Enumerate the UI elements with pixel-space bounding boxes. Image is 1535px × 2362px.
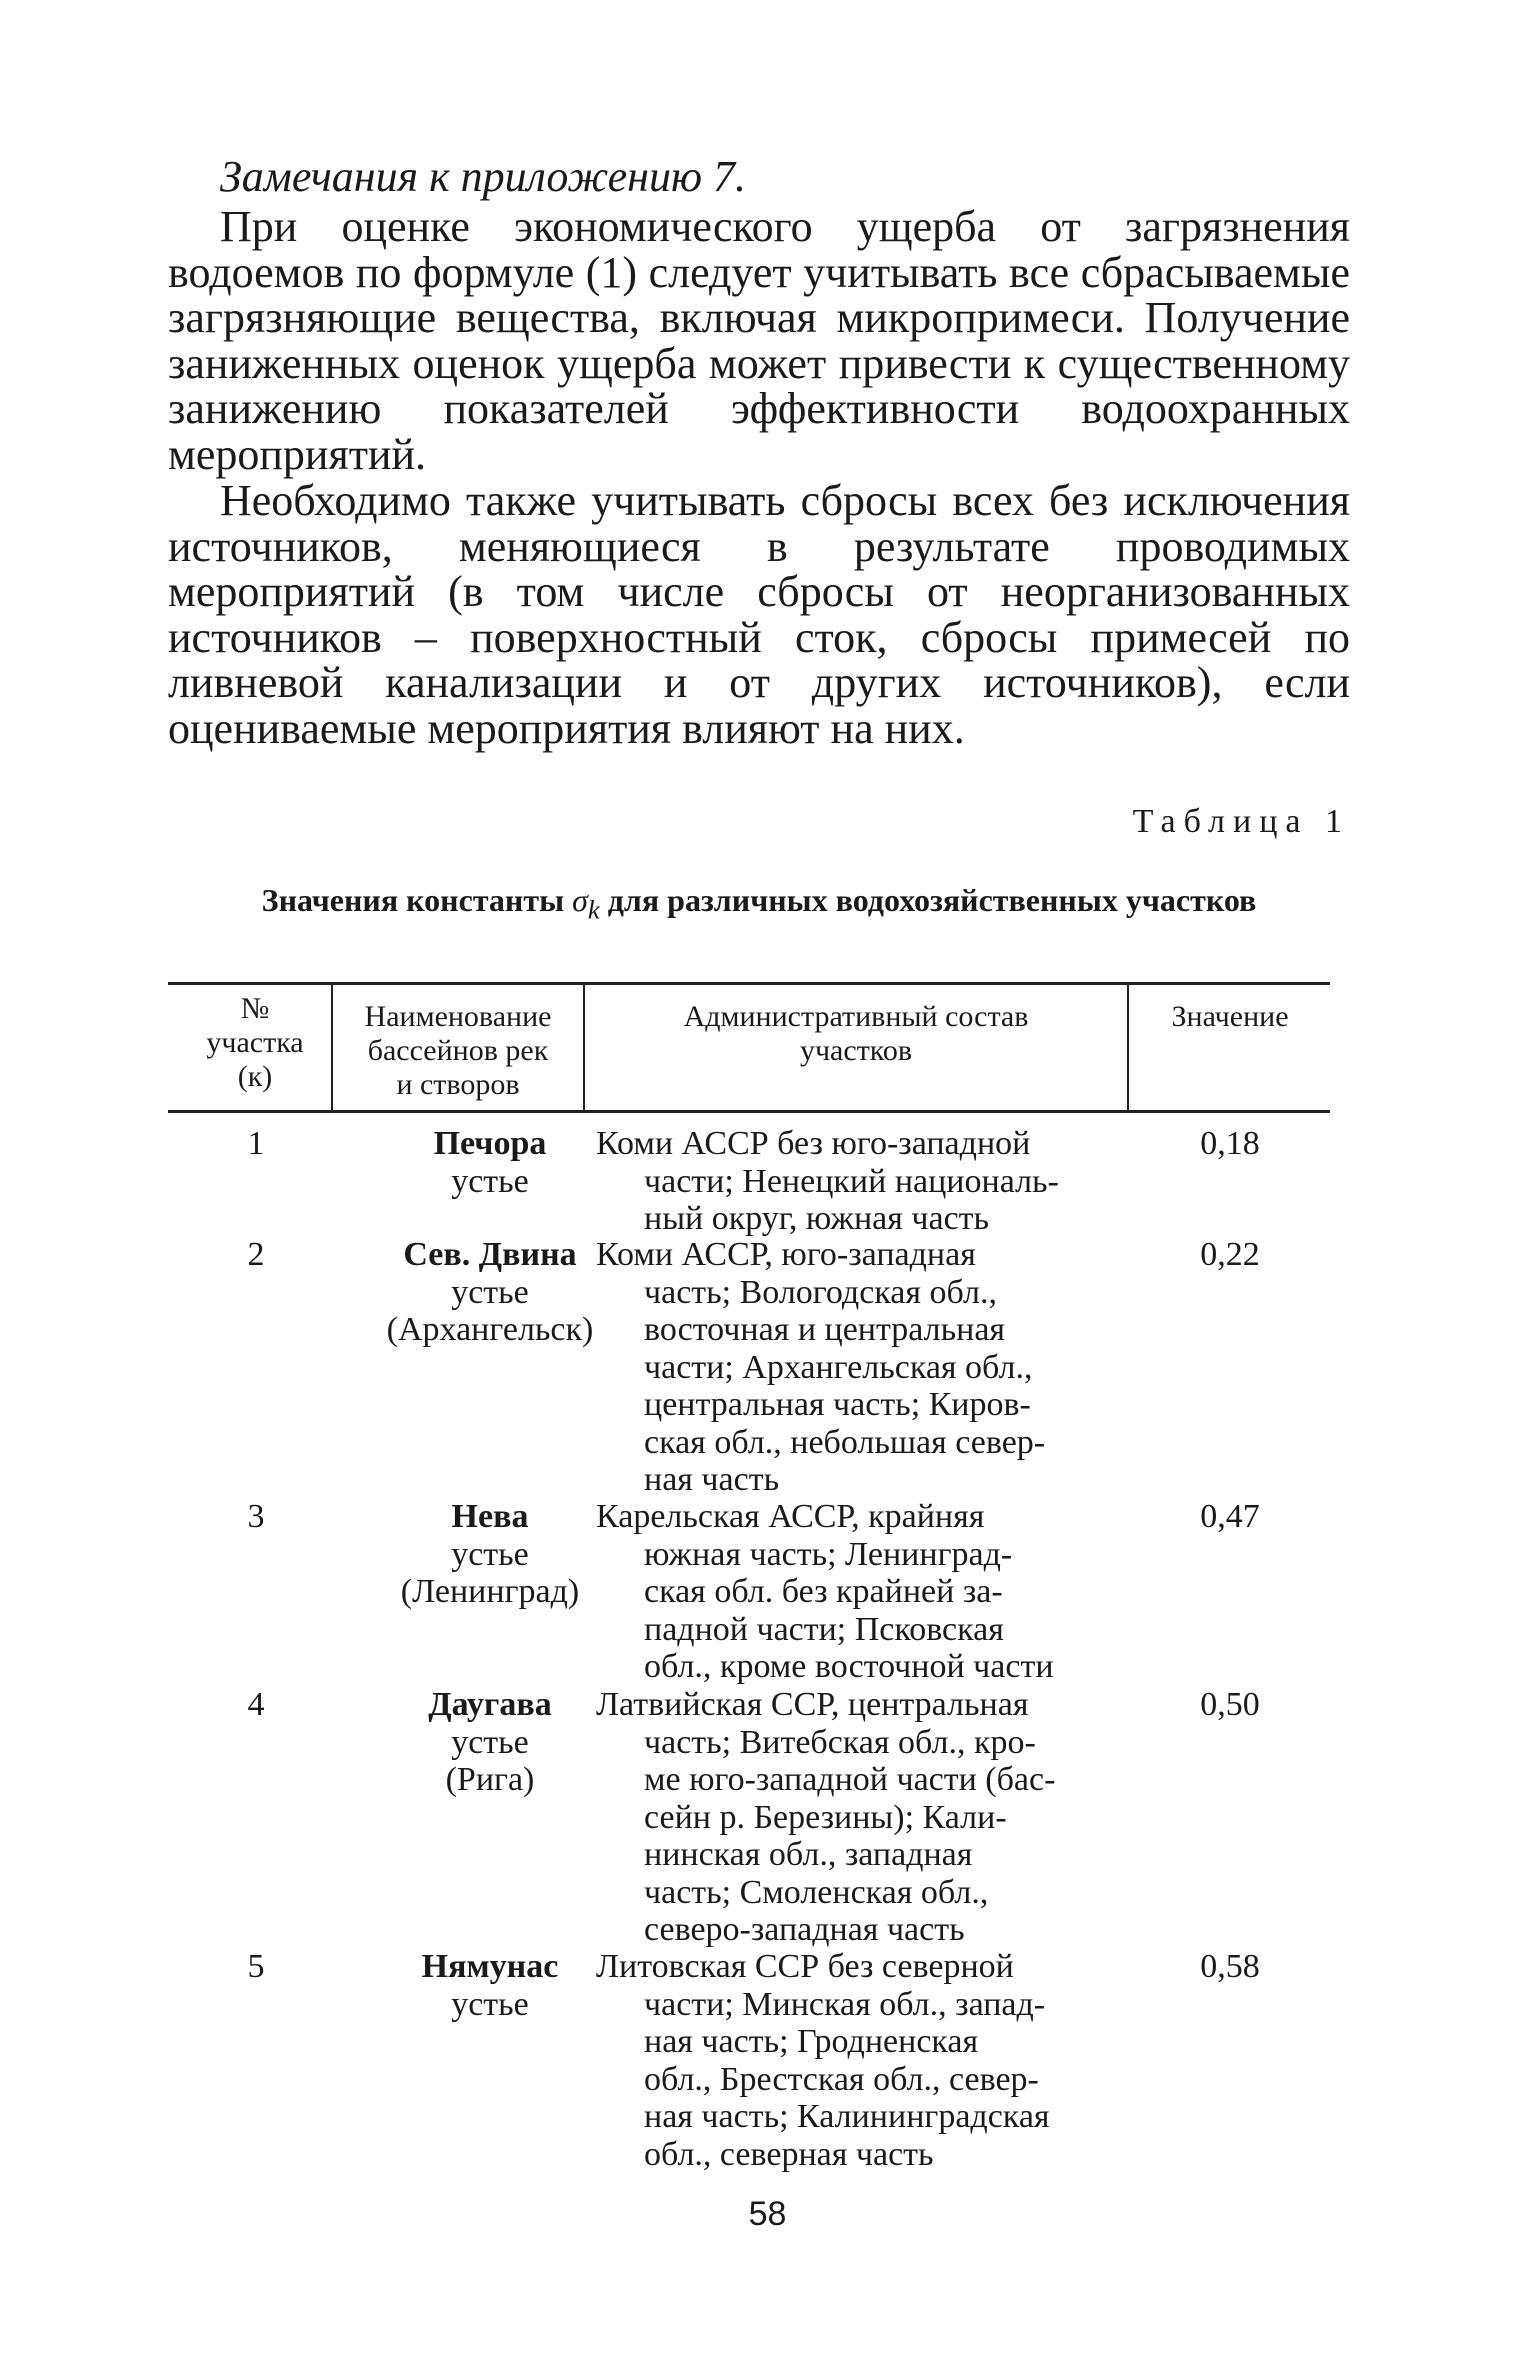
sigma-subscript: k <box>587 894 600 925</box>
column-divider-3 <box>1127 984 1129 1110</box>
header-line: участка <box>206 1026 304 1059</box>
admin-line: обл., кроме восточной части <box>644 1648 1054 1685</box>
header-line: участков <box>799 1034 913 1067</box>
basin-line: устье <box>451 1162 529 1200</box>
caption-text-after: для различных водохозяйственных участков <box>599 882 1257 918</box>
header-line: бассейнов рек <box>367 1034 549 1067</box>
row-admin-composition <box>596 1686 1106 1949</box>
basin-line: устье <box>451 1985 529 2023</box>
basin-line: (Архангельск) <box>386 1311 594 1348</box>
remarks-title: Замечания к приложению 7. <box>220 152 747 201</box>
admin-line: Карельская АССР, крайняя <box>596 1498 985 1535</box>
row-number: 5 <box>247 1948 265 1985</box>
paragraph-2: Необходимо также учитывать сбросы всех без исключения источников, меняющиеся в результате проводимых мероприятий (в том числе сбросы от неорганизованных источников – поверхностный сток, сбросы примесей по ливневой канализации и от других источников), если оцениваемые мероприятия влияют на них. <box>168 476 1350 753</box>
header-basin-name <box>334 1000 582 1102</box>
admin-line: ный округ, южная часть <box>644 1200 990 1237</box>
row-basin <box>370 1686 610 1799</box>
header-value <box>1130 1000 1330 1034</box>
admin-line: ная часть <box>644 1461 780 1498</box>
column-divider-1 <box>331 984 333 1110</box>
admin-line: части; Минская обл., запад- <box>644 1985 1046 2023</box>
row-basin <box>370 1498 610 1611</box>
table-top-rule <box>168 982 1330 985</box>
admin-line: падной части; Псковская <box>644 1610 1004 1648</box>
row-number: 1 <box>247 1125 265 1162</box>
admin-line: Коми АССР без юго-западной <box>596 1125 1031 1162</box>
admin-line: центральная часть; Киров- <box>644 1386 1031 1423</box>
header-line: Значение <box>1171 1000 1289 1033</box>
header-line: (к) <box>237 1060 273 1093</box>
row-admin-composition <box>596 1948 1106 2173</box>
admin-line: Литовская ССР без северной <box>596 1948 1014 1985</box>
basin-line: устье <box>451 1535 529 1573</box>
admin-line: Коми АССР, юго-западная <box>596 1236 976 1273</box>
basin-line: Нямунас <box>421 1948 559 1985</box>
admin-line: обл., Брестская обл., север- <box>644 2060 1039 2098</box>
admin-line: части; Архангельская обл., <box>644 1348 1033 1386</box>
admin-line: обл., северная часть <box>644 2135 934 2173</box>
admin-line: Латвийская ССР, центральная <box>596 1686 1029 1723</box>
header-line: и створов <box>396 1068 520 1101</box>
paragraph-1: При оценке экономического ущерба от загрязнения водоемов по формуле (1) следует учитывать все сбрасываемые загрязняющие вещества, включая микропримеси. Получение заниженных оценок ущерба может привести к существенному занижению показателей эффективности водоохранных мероприятий. <box>168 202 1350 479</box>
admin-line: нинская обл., западная <box>644 1836 973 1873</box>
admin-line: ная часть; Гродненская <box>644 2023 979 2060</box>
sigma-symbol: σ <box>572 882 588 918</box>
row-value: 0,18 <box>1200 1125 1260 1162</box>
basin-line: (Рига) <box>445 1761 535 1798</box>
admin-line: ная часть; Калининградская <box>644 2098 1050 2135</box>
basin-line: Нева <box>451 1498 529 1535</box>
basin-line: (Ленинград) <box>400 1573 580 1610</box>
row-basin <box>370 1948 610 2023</box>
row-value: 0,58 <box>1200 1948 1260 1985</box>
column-divider-2 <box>583 984 585 1110</box>
header-line: Наименование <box>364 1000 552 1033</box>
admin-line: часть; Вологодская обл., <box>644 1273 997 1311</box>
admin-line: часть; Смоленская обл., <box>644 1873 989 1911</box>
row-admin-composition <box>596 1125 1106 1238</box>
header-line: № <box>240 992 270 1025</box>
header-plot-number <box>180 992 330 1094</box>
caption-text-before: Значения константы <box>261 882 573 918</box>
basin-line: устье <box>451 1723 529 1761</box>
admin-line: южная часть; Ленинград- <box>644 1535 1013 1573</box>
basin-line: Даугава <box>428 1686 552 1723</box>
admin-line: часть; Витебская обл., кро- <box>644 1723 1036 1761</box>
basin-line: Сев. Двина <box>403 1236 577 1273</box>
row-number: 2 <box>247 1236 265 1273</box>
admin-line: северо-западная часть <box>644 1911 965 1948</box>
header-admin-composition <box>586 1000 1126 1068</box>
row-value: 0,47 <box>1200 1498 1260 1535</box>
basin-line: Печора <box>433 1125 547 1162</box>
row-basin <box>370 1125 610 1200</box>
row-value: 0,22 <box>1200 1236 1260 1273</box>
admin-line: ская обл. без крайней за- <box>644 1573 1003 1610</box>
row-admin-composition <box>596 1498 1106 1686</box>
row-number: 4 <box>247 1686 265 1723</box>
table-header-rule <box>168 1110 1330 1113</box>
admin-line: восточная и центральная <box>644 1311 1006 1348</box>
table-label: Таблица 1 <box>1132 803 1350 840</box>
header-line: Административный состав <box>683 1000 1029 1033</box>
basin-line: устье <box>451 1273 529 1311</box>
admin-line: сейн р. Березины); Кали- <box>644 1798 1007 1836</box>
row-basin <box>370 1236 610 1349</box>
row-number: 3 <box>247 1498 265 1535</box>
page-number: 58 <box>748 2195 787 2233</box>
admin-line: части; Ненецкий националь- <box>644 1162 1059 1200</box>
admin-line: ская обл., небольшая север- <box>644 1423 1046 1461</box>
row-admin-composition <box>596 1236 1106 1499</box>
row-value: 0,50 <box>1200 1686 1260 1723</box>
table-caption <box>168 882 1350 925</box>
admin-line: ме юго-западной части (бас- <box>644 1761 1056 1798</box>
